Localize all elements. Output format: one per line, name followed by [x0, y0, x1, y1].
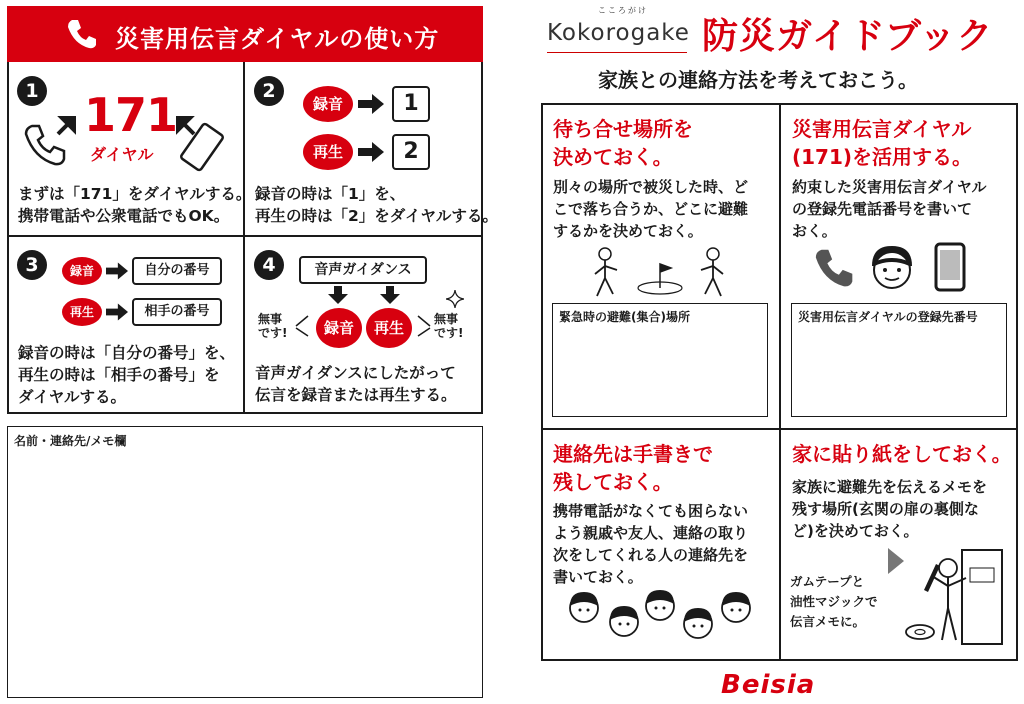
- dial171-number-label: 災害用伝言ダイヤルの登録先番号: [798, 310, 978, 324]
- step-number-4: 4: [254, 250, 284, 280]
- arrow-right-icon: [106, 303, 128, 321]
- arrow-right-icon: [106, 262, 128, 280]
- paper-note: ガムテープと 油性マジックで 伝言メモに。: [790, 574, 878, 629]
- kokorogake-logo: Kokorogake: [547, 20, 690, 46]
- step-number-1: 1: [17, 76, 47, 106]
- door-note-illustration: [900, 546, 1008, 650]
- smartphone-icon: [934, 242, 966, 292]
- own-number-box: 自分の番号: [132, 257, 222, 285]
- meeting-place-field[interactable]: [552, 303, 768, 417]
- step-number-2: 2: [254, 76, 284, 106]
- record-badge: 録音: [316, 308, 362, 348]
- meeting-illustration: [585, 244, 735, 300]
- meeting-place-label: 緊急時の避難(集合)場所: [559, 310, 690, 324]
- beisia-logo: Beisia: [721, 670, 816, 700]
- step4-text: 音声ガイダンスにしたがって 伝言を録音または再生する。: [255, 364, 457, 404]
- phone-icon: [65, 17, 99, 51]
- dial171-text: 約束した災害用伝言ダイヤル の登録先電話番号を書いて おく。: [792, 178, 987, 240]
- sparkle-icon: [446, 290, 464, 308]
- play-badge: 再生: [366, 308, 412, 348]
- speech-lines-icon: [292, 314, 312, 338]
- divider: [779, 103, 781, 661]
- safe-bubble-left: 無事 です!: [258, 312, 288, 340]
- logo-subtext: こころがけ: [598, 6, 648, 15]
- smartphone-icon: [176, 122, 230, 172]
- logo-underline: [547, 52, 687, 53]
- safe-bubble-right: 無事 です!: [434, 312, 464, 340]
- arrow-icon: [54, 112, 80, 138]
- page-subtitle: 家族との連絡方法を考えておこう。: [598, 68, 918, 92]
- arrow-down-icon: [380, 286, 400, 304]
- dial171-number-field[interactable]: [791, 303, 1007, 417]
- other-number-box: 相手の番号: [132, 298, 222, 326]
- play-badge: 再生: [62, 298, 102, 326]
- arrow-down-icon: [328, 286, 348, 304]
- usage-header: [7, 6, 483, 62]
- handwrite-title: 連絡先は手書きで 残しておく。: [553, 442, 713, 494]
- dial-number: 171: [84, 88, 178, 142]
- handwrite-text: 携帯電話がなくても困らない よう親戚や友人、連絡の取り 次をしてくれる人の連絡先を 書いておく。: [553, 502, 749, 586]
- memo-area: [7, 426, 483, 698]
- family-faces-illustration: [562, 588, 762, 652]
- arrow-right-icon: [358, 94, 384, 114]
- step3-text: 録音の時は「自分の番号」を、 再生の時は「相手の番号」を ダイヤルする。: [18, 344, 236, 406]
- meeting-title: 待ち合せ場所を 決めておく。: [553, 117, 693, 169]
- arrow-right-icon: [358, 142, 384, 162]
- dial-label: ダイヤル: [90, 145, 154, 164]
- phone-icon: [812, 244, 860, 292]
- play-badge: 再生: [303, 134, 353, 170]
- dial171-title: 災害用伝言ダイヤル (171)を活用する。: [792, 117, 973, 169]
- guidance-box: 音声ガイダンス: [299, 256, 427, 284]
- record-badge: 録音: [62, 257, 102, 285]
- speech-lines-icon: [414, 314, 434, 338]
- memo-label: 名前・連絡先/メモ欄: [14, 434, 127, 448]
- page-title: 防災ガイドブック: [702, 16, 994, 57]
- paper-title: 家に貼り紙をしておく。: [792, 442, 1012, 466]
- record-badge: 録音: [303, 86, 353, 122]
- key-1: 1: [392, 86, 430, 122]
- step-number-3: 3: [17, 250, 47, 280]
- person-face-icon: [866, 244, 918, 292]
- divider: [541, 428, 1018, 430]
- meeting-text: 別々の場所で被災した時、ど こで落ち合うか、どこに避難 するかを決めておく。: [553, 178, 749, 240]
- paper-text: 家族に避難先を伝えるメモを 残す場所(玄関の扉の裏側な ど)を決めておく。: [792, 478, 988, 540]
- divider: [7, 235, 483, 237]
- divider: [243, 62, 245, 414]
- step1-text: まずは「171」をダイヤルする。 携帯電話や公衆電話でもOK。: [18, 185, 252, 225]
- step2-text: 録音の時は「1」を、 再生の時は「2」をダイヤルする。: [255, 185, 498, 225]
- key-2: 2: [392, 134, 430, 170]
- usage-header-title: 災害用伝言ダイヤルの使い方: [115, 25, 440, 53]
